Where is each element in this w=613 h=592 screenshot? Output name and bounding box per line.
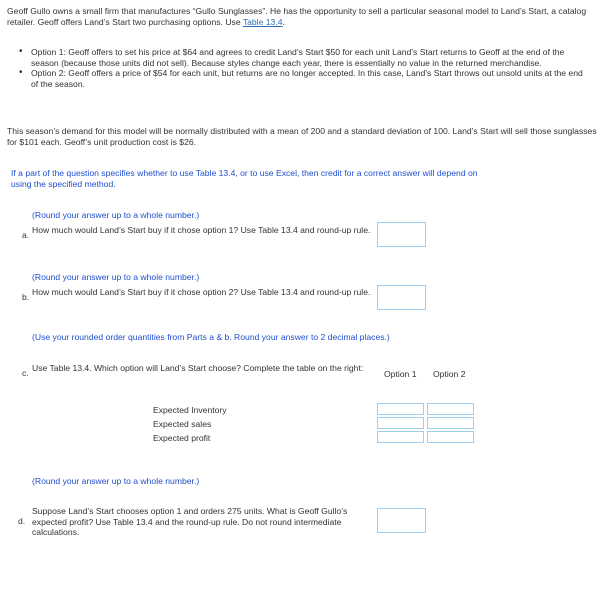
- part-d-question: Suppose Land’s Start chooses option 1 and orders 275 units. What is Geoff Gullo’s expected profit? Use Table 13.4 and the round-up rule. Do not round intermediate calculations.: [32, 506, 348, 538]
- demand-paragraph: This season’s demand for this model will be normally distributed with a mean of 200 and a standard deviation of 100. Land’s Start will sell those sunglasses for $101 each. Geoff’s unit production cost is $26.: [7, 126, 597, 147]
- option-2-item: [19, 68, 591, 89]
- expected-inventory-option-1-input[interactable]: [377, 403, 424, 415]
- table-13-4-link[interactable]: Table 13.4: [242, 16, 283, 27]
- part-d-letter: d.: [18, 516, 26, 526]
- part-a-answer-input[interactable]: [377, 222, 426, 247]
- expected-sales-label: Expected sales: [153, 419, 212, 429]
- part-b-answer-input[interactable]: [377, 285, 426, 310]
- expected-inventory-label: Expected Inventory: [153, 405, 227, 415]
- part-a-letter: a.: [22, 230, 30, 240]
- part-c-letter: c.: [22, 368, 29, 378]
- expected-profit-option-2-input[interactable]: [427, 431, 474, 443]
- expected-profit-option-1-input[interactable]: [377, 431, 424, 443]
- part-a-question: How much would Land’s Start buy if it chose option 1? Use Table 13.4 and round-up rule.: [32, 225, 371, 235]
- option-2-column-header: Option 2: [433, 369, 466, 379]
- intro-end: .: [282, 16, 285, 27]
- part-c-question: Use Table 13.4. Which option will Land’s Start choose? Complete the table on the right:: [32, 363, 364, 373]
- part-c-hint: (Use your rounded order quantities from Parts a & b. Round your answer to 2 decimal places.): [32, 332, 390, 342]
- expected-sales-option-1-input[interactable]: [377, 417, 424, 429]
- expected-inventory-option-2-input[interactable]: [427, 403, 474, 415]
- option-1-text: Option 1: Geoff offers to set his price at $64 and agrees to credit Land’s Start $50 for each unit Land’s Start returns to Geoff at the end of the season (because those units did not sell). Because styles change each year, there is essentially no value in the returned merchandise.: [31, 47, 565, 68]
- bullet-icon: •: [19, 67, 23, 79]
- part-d-answer-input[interactable]: [377, 508, 426, 533]
- part-b-question: How much would Land’s Start buy if it chose option 2? Use Table 13.4 and round-up rule.: [32, 287, 371, 297]
- options-list: [19, 47, 591, 89]
- option-1-item: [19, 47, 591, 68]
- expected-profit-label: Expected profit: [153, 433, 211, 443]
- part-a-hint: (Round your answer up to a whole number.): [32, 210, 200, 220]
- expected-sales-option-2-input[interactable]: [427, 417, 474, 429]
- method-notice: If a part of the question specifies whether to use Table 13.4, or to use Excel, then credit for a correct answer will depend on using the specified method.: [11, 168, 478, 189]
- part-b-hint: (Round your answer up to a whole number.): [32, 272, 200, 282]
- part-d-hint: (Round your answer up to a whole number.): [32, 476, 200, 486]
- option-2-text: Option 2: Geoff offers a price of $54 for each unit, but returns are no longer accepted. In this case, Land’s Start throws out unsold units at the end of the season.: [31, 68, 583, 89]
- intro-text: Geoff Gullo owns a small firm that manufactures “Gullo Sunglasses”. He has the opportunity to sell a particular seasonal model to Land’s Start, a catalog retailer. Geoff offers Land’s Start two purchasing options. Use: [7, 6, 587, 27]
- part-b-letter: b.: [22, 292, 30, 302]
- bullet-icon: •: [19, 46, 23, 57]
- option-1-column-header: Option 1: [384, 369, 417, 379]
- intro-paragraph: [7, 6, 603, 27]
